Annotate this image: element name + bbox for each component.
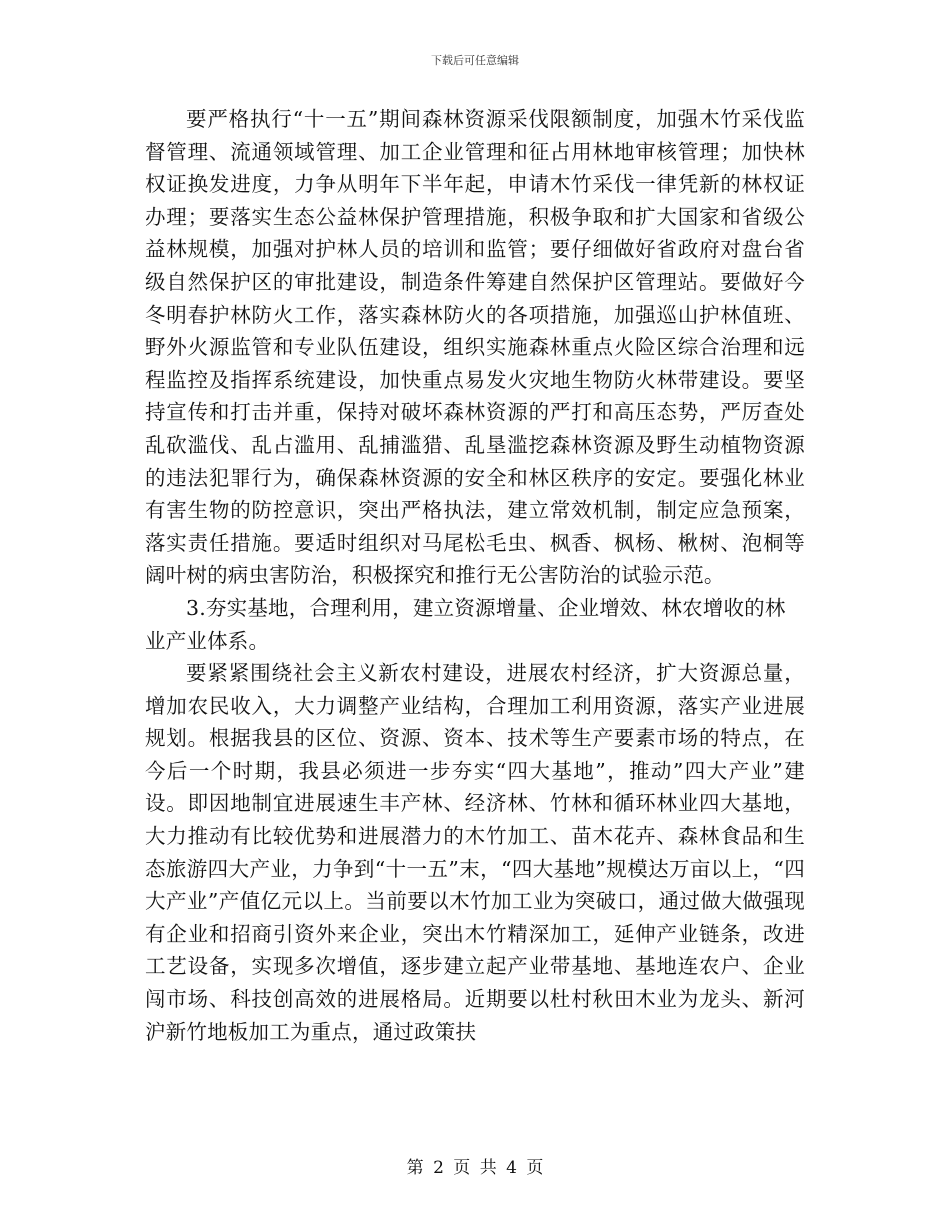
paragraph-forest-protection: 要严格执行“十一五”期间森林资源采伐限额制度，加强木竹采伐监督管理、流通领域管理、加工企业管理和征占用林地审核管理；加快林权证换发进度，力争从明年下半年起，申请木竹采伐一律凭新的林权证办理；要落实生态公益林保护管理措施，积极争取和扩大国家和省级公益林规模，加强对护林人员的培训和监管；要仔细做好省政府对盘台省级自然保护区的审批建设，制造条件筹建自然保护区管理站。要做好今冬明春护林防火工作，落实森林防火的各项措施，加强巡山护林值班、野外火源监管和专业队伍建设，组织实施森林重点火险区综合治理和远程监控及指挥系统建设，加快重点易发火灾地生物防火林带建设。要坚持宣传和打击并重，保持对破坏森林资源的严打和高压态势，严厉查处乱砍滥伐、乱占滥用、乱捕滥猎、乱垦滥挖森林资源及野生动植物资源的违法犯罪行为，确保森林资源的安全和林区秩序的安定。要强化林业有害生物的防控意识，突出严格执法，建立常效机制，制定应急预案，落实责任措施。要适时组织对马尾松毛虫、枫香、枫杨、楸树、泡桐等阔叶树的病虫害防治，积极探究和推行无公害防治的试验示范。 xyxy=(145,107,805,588)
page-number-footer: 第 2 页 共 4 页 xyxy=(406,1158,544,1178)
paragraph-forestry-industry: 要紧紧围绕社会主义新农村建设，进展农村经济，扩大资源总量，增加农民收入，大力调整产业结构，合理加工利用资源，落实产业进展规划。根据我县的区位、资源、资本、技术等生产要素市场的特点，在今后一个时期，我县必须进一步夯实“四大基地”，推动”四大产业”建设。即因地制宜进展速生丰产林、经济林、竹林和循环林业四大基地，大力推动有比较优势和进展潜力的木竹加工、苗木花卉、森林食品和生态旅游四大产业，力争到“十一五”末，“四大基地”规模达万亩以上，“四大产业”产值亿元以上。当前要以木竹加工业为突破口，通过做大做强现有企业和招商引资外来企业，突出木竹精深加工，延伸产业链条，改进工艺设备，实现多次增值，逐步建立起产业带基地、基地连农户、企业闯市场、科技创高效的进展格局。近期要以杜村秋田木业为龙头、新河沪新竹地板加工为重点，通过政策扶 xyxy=(145,661,805,1044)
page-header: 下载后可任意编辑 xyxy=(431,54,519,67)
document-body xyxy=(145,103,805,1048)
section-heading-3: 3.夯实基地，合理利用，建立资源增量、企业增效、林农增收的林业产业体系。 xyxy=(145,595,786,653)
